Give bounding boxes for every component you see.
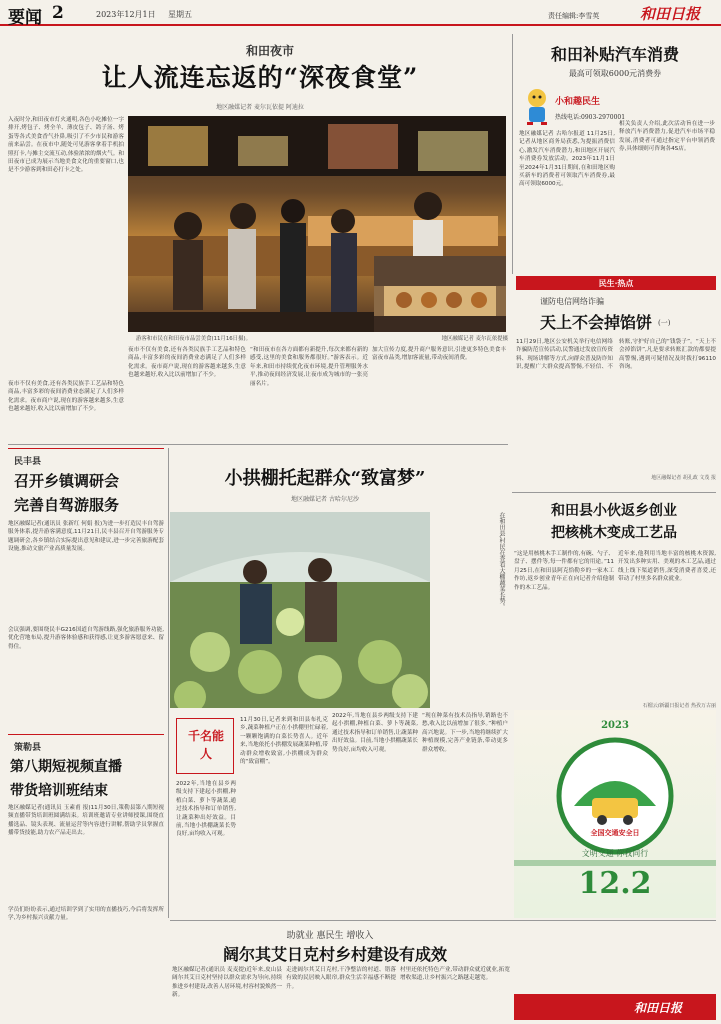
- poster-number: 12.2: [578, 866, 652, 901]
- page-header: [0, 0, 721, 26]
- bottom-body-col1: 地区融媒记者(通讯员 麦麦提)近年来,皮山县阔尔其艾日克村坚持以群众需求为导向,持续推进乡村建设,改善人居环境,村容村貌焕然一新。: [172, 967, 282, 999]
- greenhouse-body-col3: “现在种菜有技术员指导,销路也不愁,收入比以前增加了很多。”种植户高兴地说。下一步,当地将继续扩大种植规模,完善产业链条,带动更多群众增收。: [422, 713, 508, 753]
- fraud-title: 天上不会掉馅饼: [540, 313, 653, 332]
- divider-left-2: [8, 734, 164, 735]
- minfeng-body: 地区融媒记者(通讯员 张新红 何娟 报)为进一步打造民丰自驾游服务体系,提升游客满意度,11月21日,民丰县召开自驾游服务专题调研会,各乡镇结合实际提出意见和建议,进一步完善旅游配套设施,推动文旅产业高质量发展。: [8, 521, 164, 553]
- cele-body: 地区融媒记者(通讯员 玉素甫 报)11月30日,策勒县第八期短视频直播带货培训班圆满结束。培训班邀请专业讲师授课,围绕直播选品、镜头表现、流量运营等内容进行讲解,帮助学员掌握直播带货技能,助力农产品走出去。: [8, 805, 164, 837]
- fraud-title-tag: (一): [658, 319, 671, 327]
- bottom-kicker: 助就业 惠民生 增收入: [286, 931, 374, 941]
- walnut-title-line1: 和田县小伙返乡创业: [551, 503, 677, 519]
- divider-bottom: [170, 920, 716, 921]
- walnut-body2: 近年来,他利用当地丰富的核桃木资源,开发出多种实用、美观的木工艺品,通过线上线下渠道销售,深受消费者喜爱,还带动了村里多名群众就业。: [618, 551, 716, 583]
- fraud-byline: 地区融媒记者 胡孔政 文茂 报: [651, 475, 716, 481]
- greenhouse-body-col0: 2022年,当地在县乡两级支持下建起小拱棚,种植白菜、萝卜等蔬菜,通过技术指导和订单销售,让蔬菜种出好效益。目前,当地小拱棚蔬菜长势良好,亩均收入可观。: [176, 781, 236, 838]
- main-body-col2: 夜市不仅有美食,还有各类民族手工艺品和特色商品,丰富多彩的夜间消费业态满足了人们多样化需求。夜市商户说,现在的游客越来越多,生意也越来越好,收入比以前增加了不少。: [128, 347, 246, 379]
- poster-year: 2023: [601, 720, 629, 731]
- subsidy-subtitle: 最高可领取6000元消费券: [568, 69, 662, 78]
- greenhouse-body-col1: 11月30日,记者来到和田县布扎克乡,蔬菜种植户正在小拱棚里忙碌着,一颗颗饱满的白菜长势喜人。近年来,当地依托小拱棚发展蔬菜种植,带动群众增收致富,小拱棚成为群众的“致富棚”。: [240, 717, 328, 766]
- cele-title-line1: 第八期短视频直播: [10, 759, 122, 775]
- cele-body2: 学员们纷纷表示,通过培训学到了实用的直播技巧,今后将发挥所学,为乡村振兴贡献力量。: [8, 907, 164, 922]
- main-body-col1b: 夜市不仅有美食,还有各类民族手工艺品和特色商品,丰富多彩的夜间消费业态满足了人们多样化需求。夜市商户说,现在的游客越来越多,生意也越来越好,收入比以前增加了不少。: [8, 381, 124, 413]
- subsidy-title: 和田补贴汽车消费: [550, 45, 679, 64]
- footer-band: [514, 994, 716, 1020]
- issue-date: 2023年12月1日: [96, 10, 156, 19]
- minfeng-title-line2: 完善自驾游服务: [14, 496, 120, 514]
- cele-kicker: 策勒县: [14, 743, 42, 753]
- poster-label: 全国交通安全日: [590, 828, 640, 837]
- subsidy-body-right: 相关负责人介绍,此次活动旨在进一步释放汽车消费潜力,促进汽车市场平稳发展,消费者可通过指定平台申领消费券,具体细则可咨询各4S店。: [619, 121, 715, 153]
- editor-credit: 责任编辑:李雪英: [548, 12, 600, 20]
- badge-text: 千名能人: [187, 729, 224, 761]
- greenhouse-byline: 地区融媒记者 古哈尔尼沙: [291, 496, 359, 503]
- minfeng-kicker: 民丰县: [14, 457, 42, 467]
- bottom-headline: 阔尔其艾日克村乡村建设有成效: [222, 945, 447, 964]
- greenhouse-side-caption: 在和田县,村民在查看大棚蔬菜长势。: [498, 512, 505, 610]
- bottom-body-col3: 村里还依托特色产业,带动群众就近就业,拓宽增收渠道,让乡村振兴之路越走越宽。: [400, 967, 510, 982]
- food-stall-photo: [374, 256, 506, 332]
- divider-vertical-left: [168, 448, 169, 918]
- fraud-kicker: 谨防电信网络诈骗: [540, 297, 604, 306]
- banner-text: 民生·热点: [598, 278, 634, 288]
- page-number: 2: [52, 3, 64, 23]
- greenhouse-body-col2: 2022年,当地在县乡两级支持下建起小拱棚,种植白菜、萝卜等蔬菜,通过技术指导和订单销售,让蔬菜种出好效益。目前,当地小拱棚蔬菜长势良好,亩均收入可观。: [332, 713, 418, 753]
- footer-logo: 和田日报: [634, 1001, 683, 1015]
- main-body-col3: “和田夜市在各方面都有新提升,每次来都有新的感受,这里的美食和服务都很好。”游客表示。近年来,和田市持续优化夜市环境,提升管理服务水平,推动夜间经济发展,让夜市成为城市的一张亮丽名片。: [250, 347, 368, 387]
- talent-badge: [176, 718, 234, 774]
- mascot-label: 小和趣民生: [555, 97, 601, 107]
- walnut-body: “这是用核桃木手工制作的,有碗、勺子、盘子、摆件等,每一件都有它的用途。”11月25日,在和田县阿克恰勒乡的一家木工作坊,返乡创业青年正在向记者介绍他制作的木工艺品。: [514, 551, 614, 591]
- walnut-title-line2: 把核桃木变成工艺品: [551, 525, 677, 541]
- main-kicker: 和田夜市: [245, 44, 294, 58]
- cele-title-line2: 带货培训班结束: [10, 783, 108, 799]
- issue-weekday: 星期五: [168, 10, 192, 19]
- main-body-col4: 加大宣传力度,提升商户服务意识,引进更多特色美食丰富夜市品类,增加客流量,带动夜间消费。: [372, 347, 506, 362]
- hotline-text: 热线电话:0903-2970001: [555, 114, 626, 121]
- main-photo-caption: 游客和市民在和田夜市品尝美食(11月16日摄)。: [136, 336, 251, 342]
- main-headline: 让人流连忘返的“深夜食堂”: [101, 63, 419, 92]
- divider-left-1: [8, 448, 164, 449]
- section-name: 要闻: [8, 8, 42, 28]
- subsidy-ad-box: [512, 34, 716, 274]
- livelihood-banner: [516, 276, 716, 290]
- greenhouse-title: 小拱棚托起群众“致富梦”: [224, 468, 426, 489]
- main-byline: 地区融媒记者 麦尔瓦依提 阿迪拉: [216, 104, 304, 111]
- traffic-safety-poster: [514, 710, 716, 918]
- minfeng-body2: 会议强调,要围绕民丰G216国道自驾游线路,强化旅游服务功能,优化营地布局,提升游客体验感和获得感,让更多游客愿意来、留得住。: [8, 627, 164, 650]
- paper-logo: 和田日报: [640, 5, 701, 23]
- food-photo-caption: 地区融媒记者 麦尔瓦依提摄: [441, 336, 508, 342]
- greenhouse-photo: [170, 512, 430, 708]
- poster-slogan: 文明交通 你我同行: [581, 849, 649, 858]
- fraud-body: 11月29日,地区公安机关举行电信网络诈骗防范宣传活动,民警通过发放宣传资料、现场讲解等方式,向群众普及防诈知识,提醒广大群众提高警惕,不轻信、不转账,守护好自己的“钱袋子”。“天上不会掉馅饼”,凡是要求转账汇款的都要提高警惕,遇到可疑情况及时拨打96110咨询。: [516, 339, 716, 371]
- divider-main: [8, 444, 508, 445]
- bottom-body-col2: 走进阔尔其艾日克村,干净整洁的村道、错落有致的民居映入眼帘,群众生活幸福感不断提升。: [286, 967, 396, 990]
- minfeng-title-line1: 召开乡镇调研会: [14, 472, 120, 490]
- walnut-byline: 石榴云/新疆日报记者 热孜万古丽: [642, 703, 716, 709]
- subsidy-body-left: 地区融媒记者 古哈尔报道 11月25日,记者从地区商务局获悉,为提振消费信心,激发汽车消费潜力,和田地区开展汽车消费券发放活动。2023年11月1日至2024年1月31日期间,在和田地区购买新车的消费者可领取汽车消费券,最高可领取6000元。: [519, 131, 615, 188]
- main-body-col1: 入夜时分,和田夜市灯火通明,各色小吃摊位一字排开,烤包子、烤全羊、薄皮包子、鸽子汤、烤蛋等各式美食香气扑鼻,吸引了不少市民和游客前来品尝。在夜市中,随处可见游客拿着手机拍照打卡,与摊主交流互动,体验浓浓的烟火气。和田夜市已成为展示当地美食文化的重要窗口,也是不少游客到和田必打卡之处。: [8, 117, 124, 174]
- divider-right: [512, 492, 716, 493]
- mascot-icon: [523, 86, 551, 126]
